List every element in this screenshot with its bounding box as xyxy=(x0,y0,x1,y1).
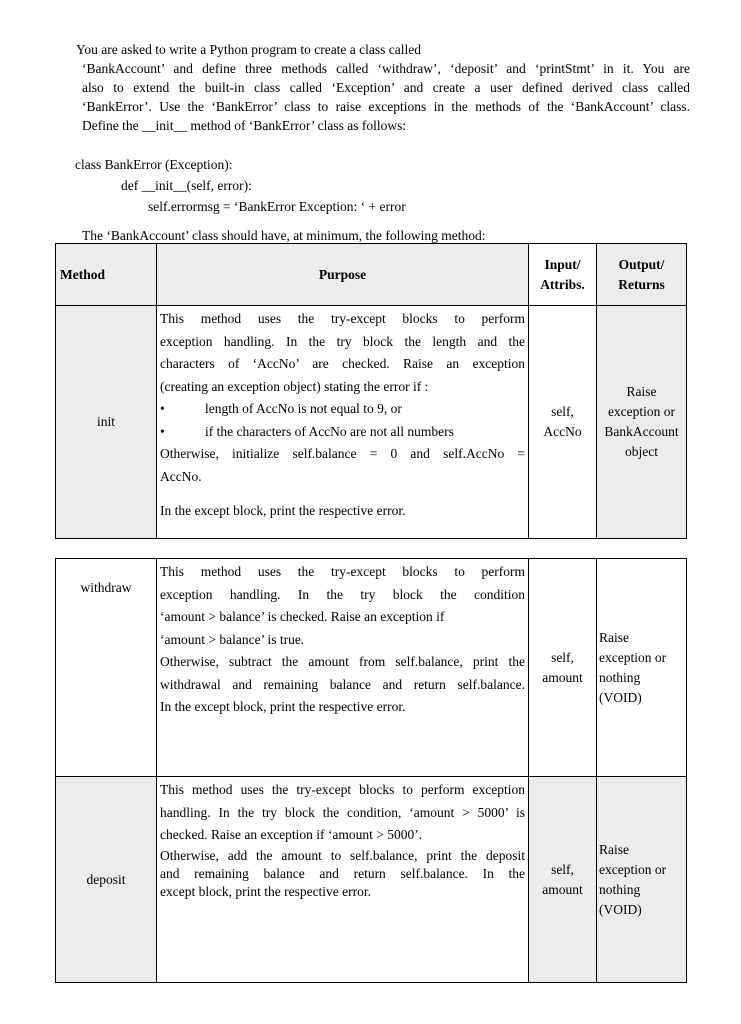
output-cell: Raise exception or BankAccount object xyxy=(597,306,687,539)
header-input: Input/ Attribs. xyxy=(529,244,597,306)
method-name: init xyxy=(56,306,157,539)
output-cell: Raise exception or nothing (VOID) xyxy=(597,559,687,777)
input-cell: self, AccNo xyxy=(529,306,597,539)
bullet-item: • if the characters of AccNo are not all numbers xyxy=(160,423,454,439)
output-cell: Raise exception or nothing (VOID) xyxy=(597,777,687,983)
method-name: deposit xyxy=(56,777,157,983)
intro-line: Define the __init__ method of ‘BankError’ class as follows: xyxy=(82,118,407,133)
code-line: self.errormsg = ‘BankError Exception: ‘ + error xyxy=(148,199,406,214)
table-row-withdraw xyxy=(56,559,687,777)
purpose-cell xyxy=(157,306,529,539)
input-cell: self, amount xyxy=(529,777,597,983)
intro-line: ‘BankAccount’ and define three methods called ‘withdraw’, ‘deposit’ and ‘printStmt’ in it. You are xyxy=(82,61,690,76)
code-line: def __init__(self, error): xyxy=(121,178,252,193)
code-line: class BankError (Exception): xyxy=(75,157,233,172)
bullet-item: • length of AccNo is not equal to 9, or xyxy=(160,401,402,416)
purpose-cell xyxy=(157,777,529,983)
purpose-text: This method uses the try-except blocks to perform exception handling. In the try block the condition ‘amount > balance’ is checked. Raise an exception if ‘amount > balance’ is true. Otherwise, subtract the amount from self.balance, print the withdrawal and remaining balance and return self.balance. In the except block, print the respective error. xyxy=(160,564,525,714)
table-header-row xyxy=(56,244,687,306)
method-name: withdraw xyxy=(56,559,157,777)
header-output: Output/ Returns xyxy=(597,244,687,306)
header-method: Method xyxy=(56,244,157,306)
intro-line: also to extend the built-in class called ‘Exception’ and create a user defined derived class called xyxy=(82,80,690,95)
purpose-text: This method uses the try-except blocks to perform exception handling. In the try block the condition, ‘amount > 5000’ is checked. Raise an exception if ‘amount > 5000’. Otherwise, add the amount to self.balance, print the deposit and remaining balance and return self.balance. In the except block, print the respective error. xyxy=(160,782,525,899)
purpose-text: This method uses the try-except blocks to perform exception handling. In the try block the length and the characters of ‘AccNo’ are checked. Raise an exception (creating an exception object) stating the error if : • length of AccNo is not equal to 9, or • if the characters of AccNo are not all numbers Otherwise, initialize self.balance = 0 and self.AccNo = AccNo. In the except block, print the respective error. xyxy=(160,311,525,518)
methods-table-part1 xyxy=(55,243,687,539)
intro-line: ‘BankError’. Use the ‘BankError’ class to raise exceptions in the methods of the ‘BankAccount’ class. xyxy=(82,99,690,114)
lead-text: The ‘BankAccount’ class should have, at minimum, the following method: xyxy=(82,228,486,243)
intro-paragraph xyxy=(76,40,690,135)
methods-table-part2 xyxy=(55,558,687,983)
purpose-cell xyxy=(157,559,529,777)
table-row-init xyxy=(56,306,687,539)
table-row-deposit xyxy=(56,777,687,983)
input-cell: self, amount xyxy=(529,559,597,777)
header-purpose: Purpose xyxy=(157,244,529,306)
code-block xyxy=(75,154,406,217)
intro-line: You are asked to write a Python program to create a class called xyxy=(76,42,422,57)
